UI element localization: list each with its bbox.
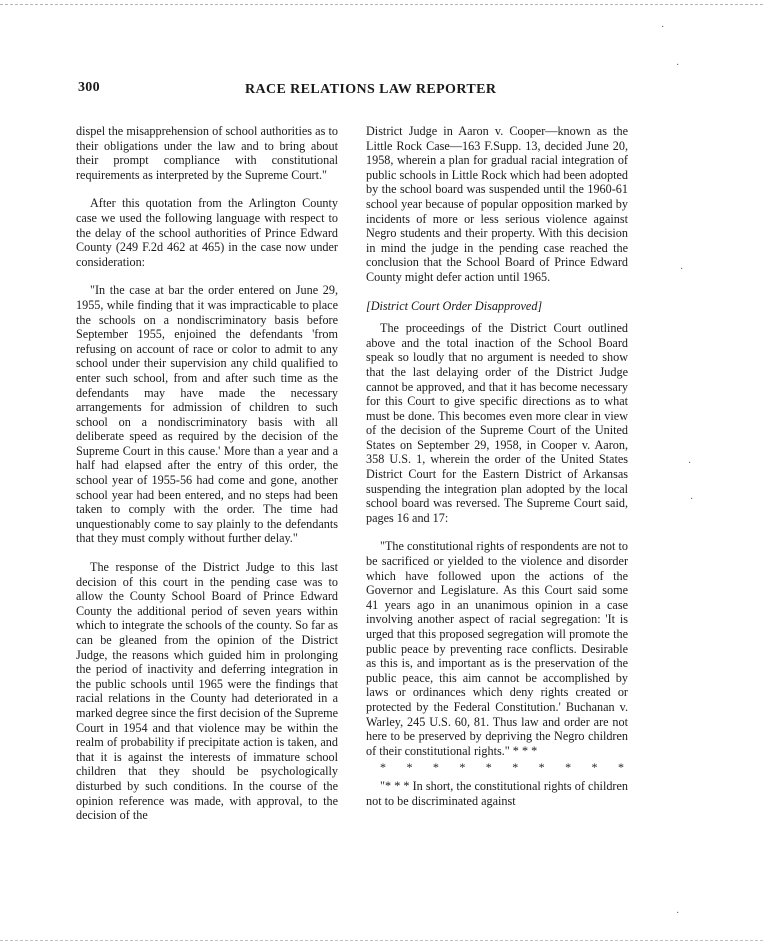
scan-speck: · <box>680 264 684 275</box>
left-block-quote: "In the case at bar the order entered on June 29, 1955, while finding that it was impracticable to place the schools on a nondiscriminatory basis before September 1955, enjoined the defendants 'from refusing on account of race or color to admit to any school under their supervision any child qualified to enter such school, from and after such time as the defendants may have made the necessary arrangements for admission of children to such school on a nondiscriminatory basis with all deliberate speed as required by the decision of the Supreme Court in this cause.' More than a year and a half had elapsed after the entry of this order, the school year of 1955-56 had come and gone, another school year had been entered, and no steps had been taken to comply with the order. The time had unquestionably come to say plainly to the defendants that they must comply without further delay." <box>76 283 338 546</box>
ellipsis-star: * <box>485 760 492 775</box>
left-paragraph-1: dispel the misapprehension of school authorities as to their obligations under the law and to bring about their prompt compliance with constitutional requirements as interpreted by the Supreme Court." <box>76 124 338 182</box>
section-subheading: [District Court Order Disapproved] <box>366 298 543 313</box>
ellipsis-star: * <box>591 760 598 775</box>
left-column <box>76 124 338 823</box>
ellipsis-star: * <box>617 760 624 775</box>
ellipsis-star: * <box>565 760 572 775</box>
ellipsis-star: * <box>459 760 466 775</box>
right-block-quote-1: "The constitutional rights of respondents are not to be sacrificed or yielded to the violence and disorder which have followed upon the actions of the Governor and Legislature. As this Court said some 41 years ago in an unanimous opinion in a case involving another aspect of racial segregation: 'It is urged that this proposed segregation will promote the public peace by preventing race conflicts. Desirable as this is, and important as is the preservation of the public peace, this aim cannot be accomplished by laws or ordinances which deny rights created or protected by the Federal Constitution.' Buchanan v. Warley, 245 U.S. 60, 81. Thus law and order are not here to be preserved by depriving the Negro children of their constitutional rights." * * * <box>366 539 628 758</box>
scan-speck: · <box>676 60 680 71</box>
page-number: 300 <box>78 80 100 95</box>
left-paragraph-3: The response of the District Judge to this last decision of this court in the pending case was to allow the County School Board of Prince Edward County the additional period of seven years within which to integrate the schools of the county. So far as can be gleaned from the opinion of the District Judge, the reasons which guided him in prolonging the period of inactivity and deferring integration in the public schools until 1965 were the findings that racial relations in the County had deteriorated in a marked degree since the first decision of the Supreme Court in 1954 and that violence may be within the realm of probability if precipitate action is taken, and that it is against the interests of immature school children that they should be psychologically disturbed by such conditions. In the course of the opinion reference was made, with approval, to the decision of the <box>76 560 338 823</box>
ellipsis-star: * <box>512 760 519 775</box>
bottom-scan-border <box>0 940 763 941</box>
ellipsis-star: * <box>538 760 545 775</box>
right-block-quote-2: "* * * In short, the constitutional rights of children not to be discriminated against <box>366 778 628 808</box>
top-scan-border <box>0 4 763 5</box>
right-paragraph-1: District Judge in Aaron v. Cooper—known as the Little Rock Case—163 F.Supp. 13, decided June 20, 1958, wherein a plan for gradual racial integration of public schools in Little Rock which had been adopted by the school board was suspended until the 1960-61 school year because of popular opposition marked by incidents of more or less serious violence against Negro students and their property. With this decision in mind the judge in the pending case reached the conclusion that the School Board of Prince Edward County might defer action until 1965. <box>366 124 628 284</box>
ellipsis-star: * <box>380 760 386 775</box>
left-paragraph-2: After this quotation from the Arlington County case we used the following language with respect to the delay of the school authorities of Prince Edward County (249 F.2d 462 at 465) in the case now under consideration: <box>76 196 338 269</box>
scan-speck: · <box>688 458 692 469</box>
right-paragraph-2: The proceedings of the District Court outlined above and the total inaction of the School Board speak so loudly that no argument is needed to show that the last delaying order of the District Judge cannot be approved, and that it has become necessary for this Court to give specific directions as to what must be done. This becomes even more clear in view of the decision of the Supreme Court of the United States on September 29, 1958, in Cooper v. Aaron, 358 U.S. 1, wherein the order of the United States District Court for the Eastern District of Arkansas suspending the integration plan adopted by the local school board was reversed. The Supreme Court said, pages 16 and 17: <box>366 321 628 525</box>
scan-speck: · <box>690 494 694 505</box>
ellipsis-star: * <box>406 760 413 775</box>
ellipsis-row <box>380 760 624 775</box>
right-column <box>366 124 628 808</box>
scan-speck: · <box>661 22 665 33</box>
scan-speck: · <box>676 908 680 919</box>
running-head: RACE RELATIONS LAW REPORTER <box>245 82 497 97</box>
ellipsis-star: * <box>432 760 439 775</box>
